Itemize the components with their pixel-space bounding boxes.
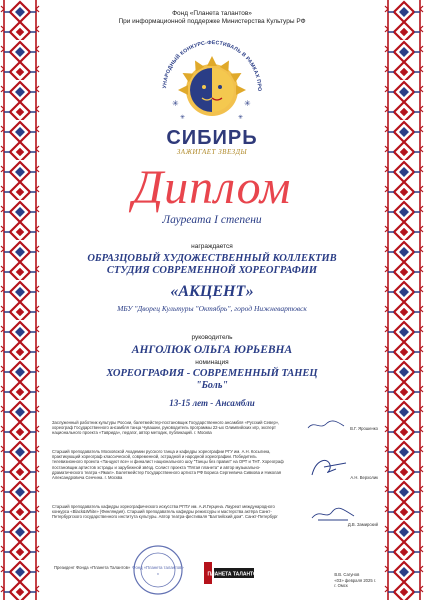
fund-name: Фонд «Планета талантов» [172, 10, 252, 17]
emblem-arc-text: УНАРОДНЫЙ КОНКУРС-ФЕСТИВАЛЬ В РАМКАХ ПРО [162, 39, 263, 92]
president-name: В.В. Сагунов [334, 572, 360, 577]
svg-text:✳: ✳ [172, 99, 179, 108]
emblem-subtitle: ЗАЖИГАЕТ ЗВЕЗДЫ [176, 148, 248, 156]
stamp-text: Фонд «Планета талантов» [132, 565, 184, 570]
date-line: «03» февраля 2025 г. [334, 577, 376, 583]
signature-date-block [334, 572, 376, 589]
svg-text:✳: ✳ [238, 115, 244, 121]
awarded-label: награждается [191, 243, 233, 250]
jury-member-2-signature [350, 475, 378, 480]
leader-name: АНГОЛЮК ОЛЬГА ЮРЬЕВНА [131, 344, 293, 356]
left-ornament-border [0, 0, 40, 600]
svg-text:✳: ✳ [180, 115, 186, 121]
planet-talents-logo [202, 558, 258, 588]
jury-member-1-bio: Заслуженный работник культуры России, балетмейстер-постановщик Государственного ансамбля «Русский Север», хореограф Государственного ансамбля танца Чувашии, руководитель программы 22-ых Олимпийских игр, эксперт национального проекта «Таврида», педагог, автор методик, публикаций. г. Москва [52, 420, 280, 436]
collective-line1: ОБРАЗЦОВЫЙ ХУДОЖЕСТВЕННЫЙ КОЛЛЕКТИВ [87, 253, 337, 264]
jury-member-2-bio: Старший преподаватель Московской Академии русского танца и кафедры хореографии РГУ им. А.Н. Косыгина, практикующий хореограф классической, современной, эстрадной и народной хореографии. Победитель телевизионного проекта «Танцуют все» и финалист национального шоу "Танцы без правил" на ОРТ и ТНТ. Хореограф постановщик артистов эстрады и зарубежной звёзд. Солист проекта "Пятая планета" и автор музыкально-драматического театра «Ямал». Балетмейстер Государственного артиста РФ Бориса Сергеевича Сивкова и Николая Александровича Сенчина. г. Москва [52, 449, 284, 481]
leader-label: руководитель [191, 334, 233, 341]
festival-emblem [152, 24, 272, 144]
piece-title: "Боль" [196, 380, 228, 391]
jury-member-3-bio: Старший преподаватель кафедры хореографического искусства РГПУ им. А.И.Герцена. Лауреат международного конкурса «Black&White» (Финляндия). Старший преподаватель кафедры режиссуры и мастерства актёра Санкт-Петербургского государственного института культуры. Автор театра-фестиваля "Балтийский дом". Санкт-Петербург [52, 504, 278, 520]
planet-logo-text: ПЛАНЕТА ТАЛАНТОВ [207, 571, 258, 578]
jury-member-3-signature [348, 522, 378, 527]
diploma-title: Диплом [132, 161, 292, 214]
jury-member-2-name: А.Н. Верхолик [350, 475, 378, 480]
svg-text:★: ★ [156, 572, 160, 576]
collective-name: «АКЦЕНТ» [170, 283, 254, 300]
nomination: ХОРЕОГРАФИЯ - СОВРЕМЕННЫЙ ТАНЕЦ [106, 368, 318, 379]
jury-member-1-name: В.Г. Ярошенко [350, 426, 378, 431]
fund-stamp [132, 544, 184, 596]
collective-line2: СТУДИЯ СОВРЕМЕННОЙ ХОРЕОГРАФИИ [106, 265, 318, 276]
jury-member-1-signature [350, 426, 378, 431]
city-line: г. Омск [334, 583, 348, 588]
fund-support: При информационной поддержке Министерства Культуры РФ [118, 18, 306, 25]
right-ornament-border [384, 0, 424, 600]
institution: МБУ "Дворец Культуры "Октябрь", город Нижневартовск [117, 304, 307, 313]
laureate-degree: Лауреата I степени [162, 214, 262, 226]
age-category: 13-15 лет - Ансамбли [169, 398, 255, 408]
diploma-content [40, 0, 384, 600]
president-label: Президент Фонда «Планета Талантов» [54, 565, 131, 570]
nomination-label: номинация [195, 359, 229, 366]
emblem-title: СИБИРЬ [166, 127, 258, 149]
svg-text:✳: ✳ [244, 99, 251, 108]
jury-member-3-name: Д.В. Замирский [347, 522, 378, 527]
collective-title [40, 253, 384, 277]
